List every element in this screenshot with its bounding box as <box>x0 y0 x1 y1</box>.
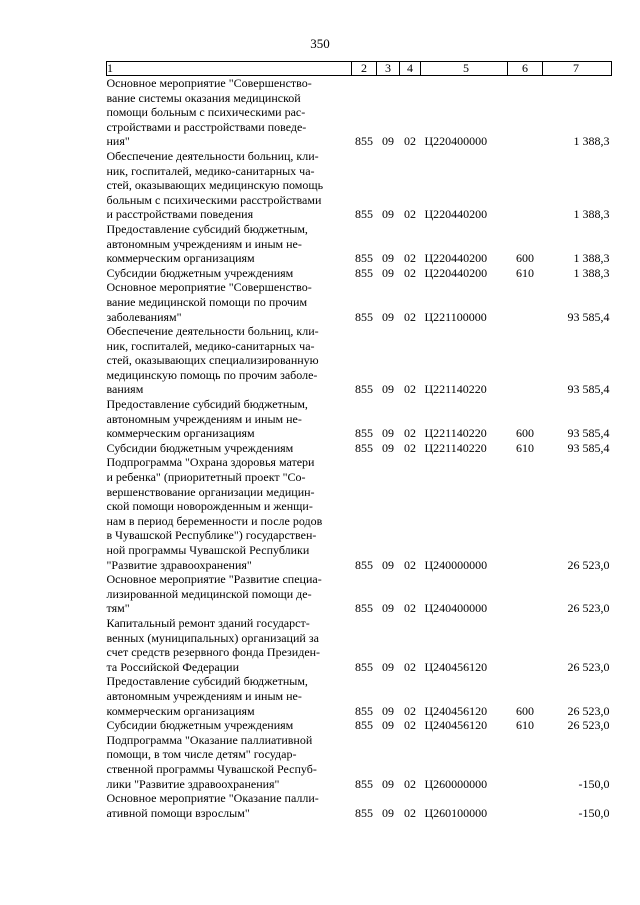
amount-cell: 93 585,4 <box>567 309 610 324</box>
row-name-cell: Капитальный ремонт зданий государст- венных (муниципальных) организаций за счет средств резервного фонда Президен- та Российской Федерации <box>106 615 321 674</box>
target-article-cell: Ц240400000 <box>424 601 488 616</box>
department-code-cell: 855 <box>355 440 373 455</box>
section-code-cell: 09 <box>382 134 394 149</box>
amount-cell: 26 523,0 <box>567 601 610 616</box>
target-article-cell: Ц220440200 <box>424 251 488 266</box>
target-article-cell: Ц221140220 <box>424 382 487 397</box>
department-code-cell: 855 <box>355 805 373 820</box>
section-code-cell: 09 <box>382 382 394 397</box>
target-article-cell: Ц220440200 <box>424 207 488 222</box>
expense-type-cell <box>508 572 543 616</box>
expense-type-cell <box>508 616 543 674</box>
row-name-cell: Подпрограмма "Оказание паллиативной помощи, в том числе детям" государ- ственной программы Чувашской Респуб- лики "Развитие здравоохранения" <box>106 732 317 791</box>
amount-cell: 26 523,0 <box>567 659 610 674</box>
table-row <box>107 266 612 281</box>
table-row <box>107 441 612 456</box>
table-row <box>107 397 612 441</box>
department-code-cell: 855 <box>355 776 373 791</box>
expense-type-cell <box>508 455 543 572</box>
amount-cell: 1 388,3 <box>573 251 610 266</box>
table-row <box>107 455 612 572</box>
row-name-cell: Обеспечение деятельности больниц, кли- ник, госпиталей, медико-санитарных ча- стей, оказывающих медицинскую помощь больным с психическими расстройствами и расстройствами поведения <box>106 148 324 222</box>
section-code-cell: 09 <box>382 309 394 324</box>
section-code-cell: 09 <box>382 251 394 266</box>
target-article-cell: Ц240456120 <box>424 718 488 733</box>
row-name-cell: Обеспечение деятельности больниц, кли- ник, госпиталей, медико-санитарных ча- стей, оказывающих специализированную медицинскую помощь по прочим заболе- ваниям <box>106 324 319 397</box>
column-header-3: 3 <box>377 62 400 76</box>
amount-cell: 26 523,0 <box>567 703 610 718</box>
amount-cell: 1 388,3 <box>573 207 610 222</box>
expense-type-cell <box>508 149 543 222</box>
table-row <box>107 324 612 397</box>
row-name-cell: Основное мероприятие "Совершенство- вание медицинской помощи по прочим заболеваниям" <box>106 280 312 324</box>
page-number: 350 <box>310 36 330 51</box>
section-code-cell: 09 <box>382 601 394 616</box>
expense-type-cell <box>508 76 543 149</box>
section-code-cell: 09 <box>382 659 394 674</box>
expense-type-cell: 600 <box>516 426 534 441</box>
section-code-cell: 09 <box>382 265 394 280</box>
department-code-cell: 855 <box>355 207 373 222</box>
row-name-cell: Основное мероприятие "Оказание палли- ативной помощи взрослым" <box>106 791 319 820</box>
row-name-cell: Предоставление субсидий бюджетным, автономным учреждениям и иным не- коммерческим организациям <box>106 221 308 266</box>
amount-cell: 26 523,0 <box>567 718 610 733</box>
table-row <box>107 222 612 266</box>
subsection-code-cell: 02 <box>404 601 416 616</box>
section-code-cell: 09 <box>382 440 394 455</box>
section-code-cell: 09 <box>382 718 394 733</box>
table-row <box>107 791 612 820</box>
subsection-code-cell: 02 <box>404 265 416 280</box>
subsection-code-cell: 02 <box>404 309 416 324</box>
department-code-cell: 855 <box>355 265 373 280</box>
section-code-cell: 09 <box>382 207 394 222</box>
amount-cell: 1 388,3 <box>573 265 610 280</box>
column-header-1: 1 <box>107 62 352 76</box>
target-article-cell: Ц221100000 <box>424 309 487 324</box>
expense-type-cell: 610 <box>516 440 534 455</box>
row-name-cell: Субсидии бюджетным учреждениям <box>106 440 294 455</box>
subsection-code-cell: 02 <box>404 659 416 674</box>
table-row <box>107 733 612 791</box>
department-code-cell: 855 <box>355 659 373 674</box>
column-header-7: 7 <box>543 62 612 76</box>
section-code-cell: 09 <box>382 426 394 441</box>
target-article-cell: Ц240456120 <box>424 703 488 718</box>
row-name-cell: Основное мероприятие "Развитие специа- лизированной медицинской помощи де- тям" <box>106 572 322 616</box>
subsection-code-cell: 02 <box>404 426 416 441</box>
row-name-cell: Подпрограмма "Охрана здоровья матери и ребенка" (приоритетный проект "Со- вершенствование организации медицин- ской помощи новорожденным и женщи- нам в период беременности и после родов в Чувашской Республике") государствен- ной программы Чувашской Республики "Развитие здравоохранения" <box>106 455 323 572</box>
department-code-cell: 855 <box>355 703 373 718</box>
table-row <box>107 572 612 616</box>
target-article-cell: Ц240000000 <box>424 557 488 572</box>
target-article-cell: Ц221140220 <box>424 440 487 455</box>
amount-cell: 26 523,0 <box>567 557 610 572</box>
department-code-cell: 855 <box>355 309 373 324</box>
amount-cell: 93 585,4 <box>567 440 610 455</box>
row-name-cell: Основное мероприятие "Совершенство- вание системы оказания медицинской помощи больным с психическими рас- стройствами и расстройствами поведе- ния" <box>106 76 312 149</box>
column-header-6: 6 <box>508 62 543 76</box>
table-row <box>107 280 612 324</box>
subsection-code-cell: 02 <box>404 207 416 222</box>
department-code-cell: 855 <box>355 718 373 733</box>
department-code-cell: 855 <box>355 426 373 441</box>
subsection-code-cell: 02 <box>404 805 416 820</box>
expense-type-cell: 600 <box>516 703 534 718</box>
subsection-code-cell: 02 <box>404 251 416 266</box>
subsection-code-cell: 02 <box>404 776 416 791</box>
table-row <box>107 674 612 718</box>
subsection-code-cell: 02 <box>404 134 416 149</box>
amount-cell: 93 585,4 <box>567 382 610 397</box>
row-name-cell: Предоставление субсидий бюджетным, автономным учреждениям и иным не- коммерческим организациям <box>106 674 308 718</box>
table-row <box>107 616 612 674</box>
row-name-cell: Субсидии бюджетным учреждениям <box>106 265 294 280</box>
department-code-cell: 855 <box>355 557 373 572</box>
department-code-cell: 855 <box>355 382 373 397</box>
column-header-4: 4 <box>400 62 421 76</box>
column-header-5: 5 <box>421 62 508 76</box>
amount-cell: -150,0 <box>578 776 610 791</box>
section-code-cell: 09 <box>382 557 394 572</box>
section-code-cell: 09 <box>382 805 394 820</box>
expense-type-cell <box>508 791 543 820</box>
expense-type-cell <box>508 324 543 397</box>
amount-cell: -150,0 <box>578 805 610 820</box>
subsection-code-cell: 02 <box>404 718 416 733</box>
amount-cell: 93 585,4 <box>567 426 610 441</box>
target-article-cell: Ц260000000 <box>424 776 488 791</box>
target-article-cell: Ц240456120 <box>424 659 488 674</box>
target-article-cell: Ц221140220 <box>424 426 487 441</box>
target-article-cell: Ц220400000 <box>424 134 488 149</box>
section-code-cell: 09 <box>382 776 394 791</box>
row-name-cell: Предоставление субсидий бюджетным, автономным учреждениям и иным не- коммерческим организациям <box>106 397 308 441</box>
amount-cell: 1 388,3 <box>573 134 610 149</box>
subsection-code-cell: 02 <box>404 703 416 718</box>
table-row <box>107 76 612 149</box>
subsection-code-cell: 02 <box>404 382 416 397</box>
header-row <box>107 62 612 76</box>
department-code-cell: 855 <box>355 251 373 266</box>
section-code-cell: 09 <box>382 703 394 718</box>
subsection-code-cell: 02 <box>404 440 416 455</box>
expense-type-cell <box>508 733 543 791</box>
target-article-cell: Ц220440200 <box>424 265 488 280</box>
expense-type-cell: 600 <box>516 251 534 266</box>
expense-type-cell: 610 <box>516 718 534 733</box>
table-row <box>107 149 612 222</box>
target-article-cell: Ц260100000 <box>424 805 488 820</box>
expense-type-cell <box>508 280 543 324</box>
budget-table <box>106 61 612 820</box>
row-name-cell: Субсидии бюджетным учреждениям <box>106 718 294 733</box>
expense-type-cell: 610 <box>516 265 534 280</box>
column-header-2: 2 <box>352 62 377 76</box>
subsection-code-cell: 02 <box>404 557 416 572</box>
department-code-cell: 855 <box>355 601 373 616</box>
department-code-cell: 855 <box>355 134 373 149</box>
table-row <box>107 718 612 733</box>
